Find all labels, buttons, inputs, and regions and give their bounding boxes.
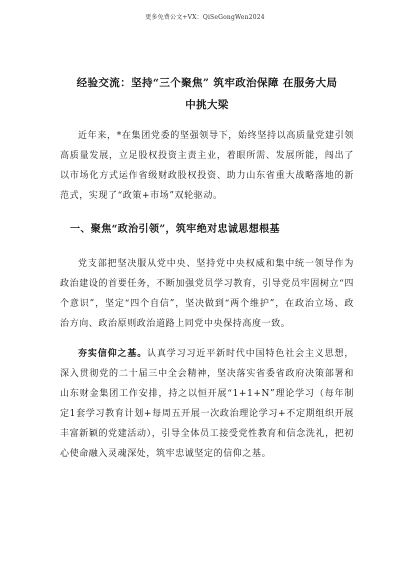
- spacer: [60, 334, 354, 344]
- spacer: [60, 116, 354, 126]
- intro-paragraph: 近年来，*在集团党委的坚强领导下，始终坚持以高质量党建引领高质量发展，立足股权投资主责主业，着眼所需、发展所能，闯出了以市场化方式运作省级财政股权投资、助力山东省重大战略落地的新范式，实现了“政策+市场”双轮驱动。: [60, 131, 354, 201]
- section-1-paragraph: 党支部把坚决服从党中央、坚持党中央权威和集中统一领导作为政治建设的首要任务，不断加强党员学习教育，引导党员牢固树立“四个意识”，坚定“四个自信”，坚决做到“两个维护”，在政治立场、政治方向、政治原则政治道路上同党中央保持高度一致。: [60, 259, 354, 329]
- paragraph-2-body: 认真学习习近平新时代中国特色社会主义思想，深入贯彻党的二十届三中全会精神，坚决落实省委省政府决策部署和山东财金集团工作安排，持之以恒开展“1+1+N”理论学习（每年制定1套学习教育计划+每周五开展一次政治理论学习+不定期组织开展丰富新颖的党建活动），引导全体员工接受党性教育和信念洗礼，把初心使命融入灵魂深处，筑牢忠诚坚定的信仰之基。: [60, 349, 355, 459]
- paragraph-2-lead: 夯实信仰之基。: [78, 349, 148, 359]
- paragraph-2: [60, 344, 354, 464]
- title-line-1: 经验交流：坚持“三个聚焦” 筑牢政治保障 在服务大局: [76, 77, 338, 89]
- title-line-2: 中挑大梁: [185, 99, 229, 111]
- section-1-heading: 一、聚焦“政治引领”，筑牢绝对忠诚思想根基: [70, 224, 280, 235]
- header-promo-note: 更多免费公文+VX：QiSeGongWen2024: [145, 14, 265, 21]
